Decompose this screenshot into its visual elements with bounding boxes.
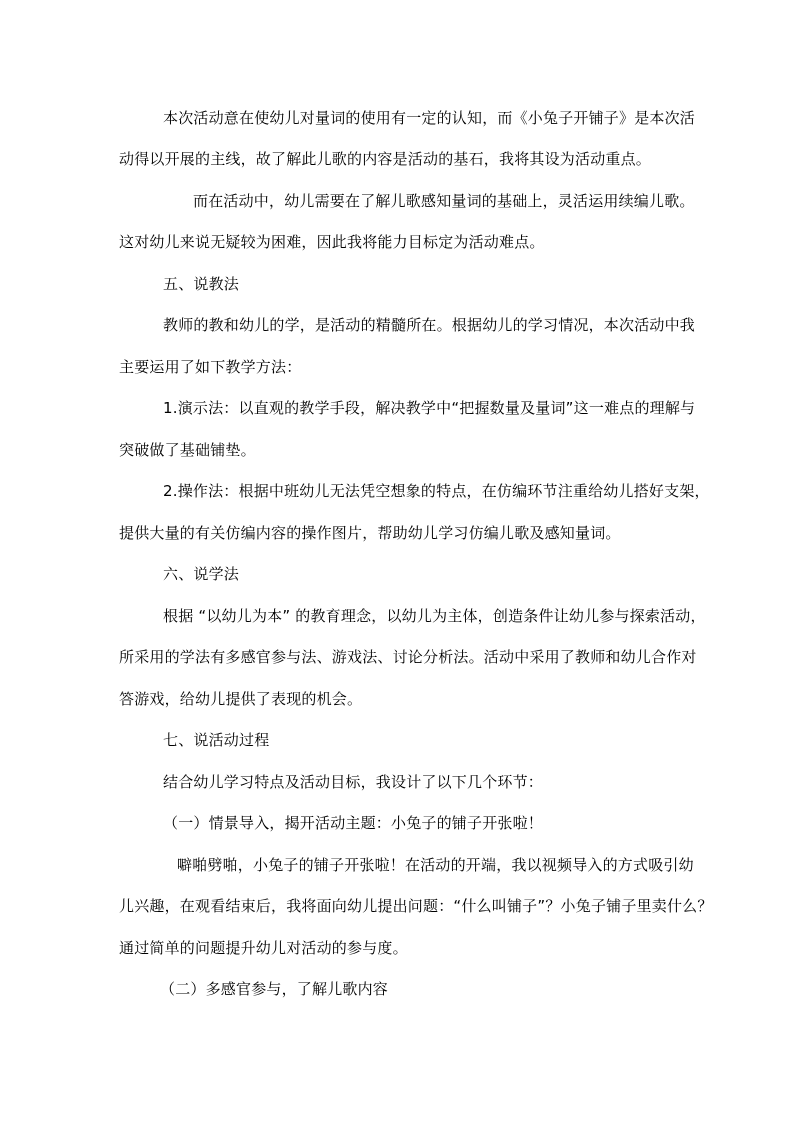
paragraph-line: 1.演示法：以直观的教学手段，解决教学中“把握数量及量词”这一难点的理解与: [163, 399, 696, 417]
paragraph-line: 这对幼儿来说无疑较为困难，因此我将能力目标定为活动难点。: [119, 233, 545, 251]
paragraph-line: 2.操作法：根据中班幼儿无法凭空想象的特点，在仿编环节注重给幼儿搭好支架，: [163, 482, 710, 500]
section-heading: 六、说学法: [163, 565, 240, 583]
paragraph-line: 突破做了基础铺垫。: [119, 441, 256, 459]
paragraph-line: 动得以开展的主线，故了解此儿歌的内容是活动的基石，我将其设为活动重点。: [119, 150, 652, 168]
paragraph-line: 答游戏，给幼儿提供了表现的机会。: [119, 690, 363, 708]
section-heading: 七、说活动过程: [163, 731, 270, 749]
paragraph-line: 儿兴趣，在观看结束后，我将面向幼儿提出问题：“什么叫铺子”？小兔子铺子里卖什么？: [119, 897, 713, 915]
paragraph-line: 主要运用了如下教学方法：: [119, 358, 302, 376]
paragraph-line: 提供大量的有关仿编内容的操作图片，帮助幼儿学习仿编儿歌及感知量词。: [119, 524, 621, 542]
paragraph-line: 所采用的学法有多感官参与法、游戏法、讨论分析法。活动中采用了教师和幼儿合作对: [119, 648, 697, 666]
subsection-heading: （二）多感官参与，了解儿歌内容: [160, 980, 389, 998]
paragraph-line: 本次活动意在使幼儿对量词的使用有一定的认知，而《小兔子开铺子》是本次活: [163, 109, 696, 127]
paragraph-line: 教师的教和幼儿的学，是活动的精髓所在。根据幼儿的学习情况，本次活动中我: [163, 316, 696, 334]
subsection-heading: （一）情景导入，揭开活动主题：小兔子的铺子开张啦！: [163, 814, 544, 832]
paragraph-line: 根据 “以幼儿为本” 的教育理念，以幼儿为主体，创造条件让幼儿参与探索活动，: [163, 607, 706, 625]
paragraph-line: 结合幼儿学习特点及活动目标，我设计了以下几个环节：: [163, 773, 544, 791]
section-heading: 五、说教法: [163, 275, 240, 293]
paragraph-line: 噼啪劈啪，小兔子的铺子开张啦！在活动的开端，我以视频导入的方式吸引幼: [177, 856, 694, 874]
paragraph-line: 而在活动中，幼儿需要在了解儿歌感知量词的基础上，灵活运用续编儿歌。: [193, 192, 695, 210]
paragraph-line: 通过简单的问题提升幼儿对活动的参与度。: [119, 939, 408, 957]
